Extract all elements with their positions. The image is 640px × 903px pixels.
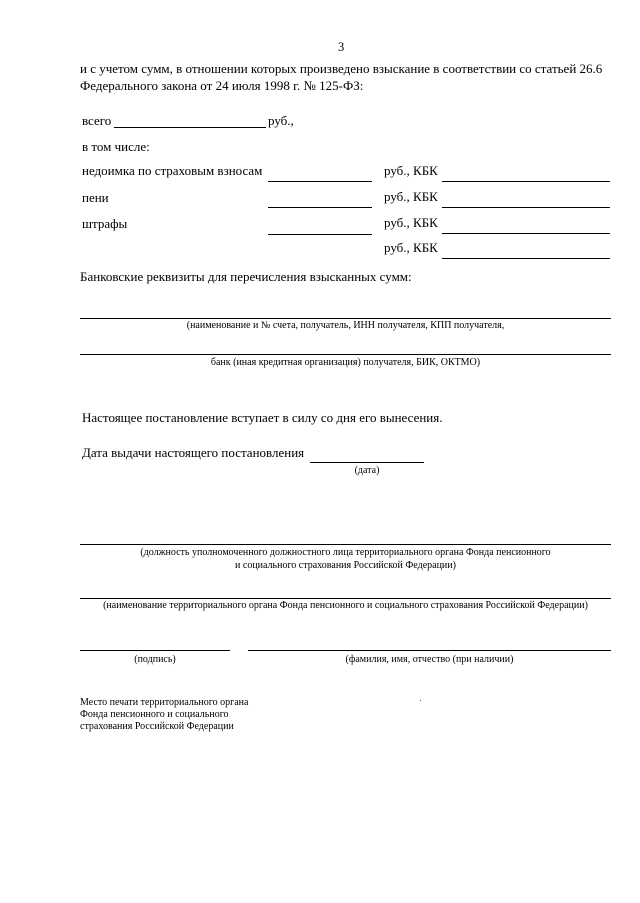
total-amount-field[interactable] — [114, 127, 266, 128]
arrears-amount-field[interactable] — [268, 181, 372, 182]
organ-name-field[interactable] — [80, 598, 611, 599]
signature-caption: (подпись) — [134, 654, 176, 665]
fines-amount-field[interactable] — [268, 234, 372, 235]
intro-line-2: Федерального закона от 24 июля 1998 г. № 125-ФЗ: — [80, 78, 364, 93]
including-label: в том числе: — [82, 139, 150, 154]
signature-field[interactable] — [80, 650, 230, 651]
arrears-kbk-field[interactable] — [442, 181, 610, 182]
scan-speck — [420, 700, 421, 701]
issue-date-label: Дата выдачи настоящего постановления — [82, 445, 305, 460]
official-position-field[interactable] — [80, 544, 611, 545]
stamp-line-1: Место печати территориального органа — [80, 697, 249, 708]
penalty-kbk-field[interactable] — [442, 207, 610, 208]
fines-unit: руб., КБК — [384, 215, 438, 230]
penalty-amount-field[interactable] — [268, 207, 372, 208]
full-name-caption: (фамилия, имя, отчество (при наличии) — [345, 654, 514, 665]
issue-date-field[interactable] — [310, 462, 424, 463]
intro-line-1: и с учетом сумм, в отношении которых произведено взыскание в соответствии со статьей 26.6 — [80, 61, 603, 76]
extra-kbk-field[interactable] — [442, 258, 610, 259]
stamp-line-2: Фонда пенсионного и социального — [80, 709, 229, 720]
official-caption-2: и социального страхования Российской Федерации) — [235, 560, 456, 571]
stamp-line-3: страхования Российской Федерации — [80, 721, 234, 732]
bank-caption-1: (наименование и № счета, получатель, ИНН получателя, КПП получателя, — [186, 320, 505, 331]
full-name-field[interactable] — [248, 650, 611, 651]
total-unit: руб., — [268, 113, 294, 128]
bank-heading: Банковские реквизиты для перечисления взысканных сумм: — [80, 269, 412, 284]
bank-name-field[interactable] — [80, 354, 611, 355]
penalty-unit: руб., КБК — [384, 189, 438, 204]
fines-kbk-field[interactable] — [442, 233, 610, 234]
bank-account-field[interactable] — [80, 318, 611, 319]
penalty-label: пени — [82, 190, 109, 205]
arrears-label: недоимка по страховым взносам — [82, 163, 263, 178]
page-number: 3 — [338, 40, 345, 54]
arrears-unit: руб., КБК — [384, 163, 438, 178]
total-label: всего — [82, 113, 112, 128]
extra-unit: руб., КБК — [384, 240, 438, 255]
issue-date-caption: (дата) — [354, 465, 380, 476]
fines-label: штрафы — [82, 216, 128, 231]
organ-caption: (наименование территориального органа Фонда пенсионного и социального страхования Российской Федерации) — [103, 600, 588, 611]
bank-caption-2: банк (иная кредитная организация) получателя, БИК, ОКТМО) — [210, 357, 481, 368]
official-caption-1: (должность уполномоченного должностного лица территориального органа Фонда пенсионного — [140, 547, 551, 558]
effect-text: Настоящее постановление вступает в силу со дня его вынесения. — [82, 410, 443, 425]
